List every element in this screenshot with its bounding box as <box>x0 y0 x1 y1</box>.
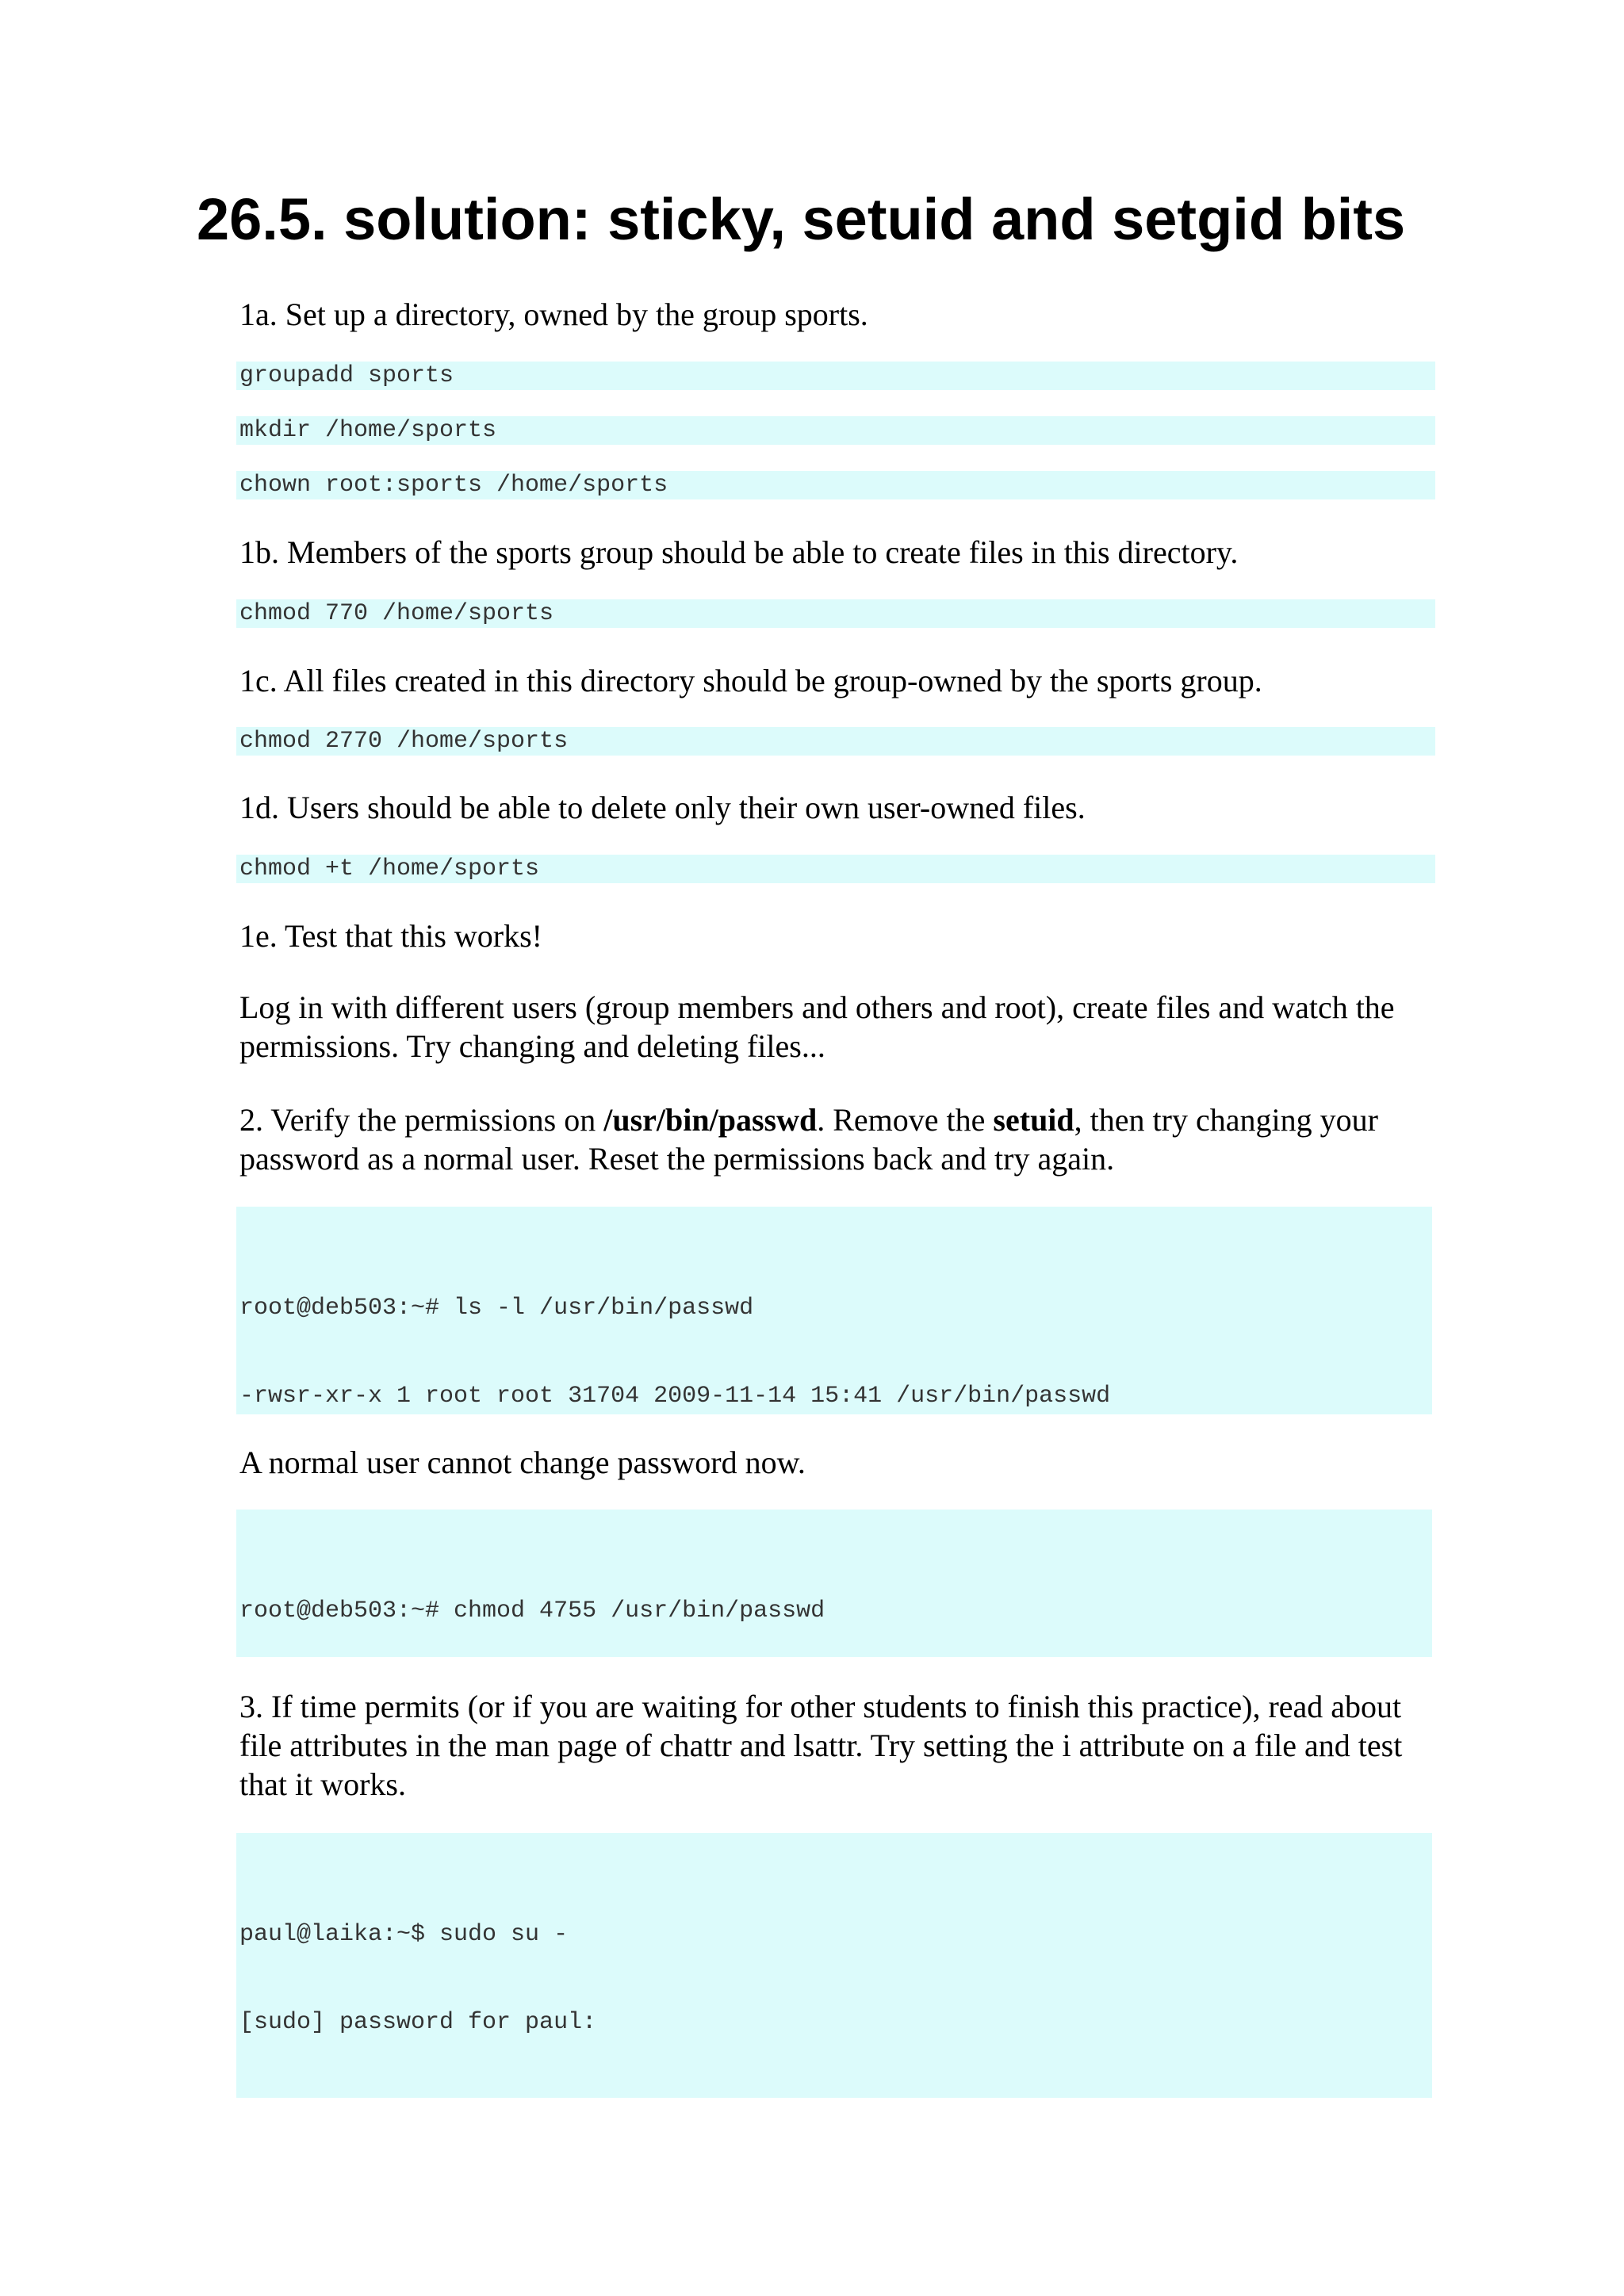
question-2-text: , then try changing your password as a normal user. Reset the permissions back and try again. <box>239 1102 1378 1177</box>
code-block-chattr <box>236 1833 1432 2098</box>
question-2-setuid: setuid <box>993 1102 1074 1138</box>
code-line: groupadd sports <box>236 362 1435 390</box>
question-1e-text: Log in with different users (group members and others and root), create files and watch the permissions. Try changing and deleting files... <box>239 989 1395 1064</box>
question-2-text: 2. Verify the permissions on <box>239 1102 604 1138</box>
code-line: chmod +t /home/sports <box>236 855 1435 883</box>
question-2-text: . Remove the <box>817 1102 994 1138</box>
question-2-path: /usr/bin/passwd <box>603 1102 818 1138</box>
code-block-passwd-1 <box>236 1207 1432 1414</box>
passwd-note: A normal user cannot change password now. <box>239 1445 806 1480</box>
code-block-passwd-2 <box>236 1510 1432 1657</box>
question-1e: 1e. Test that this works! <box>239 918 542 954</box>
code-line: mkdir /home/sports <box>236 416 1435 445</box>
code-line: paul@laika:~$ sudo su - <box>239 1921 569 1948</box>
code-line: chmod 2770 /home/sports <box>236 727 1435 756</box>
question-3: 3. If time permits (or if you are waiting for other students to finish this practice), read about file attributes in the man page of chattr and lsattr. Try setting the i attribute on a file and test that it works. <box>239 1689 1403 1802</box>
code-line: [sudo] password for paul: <box>239 2009 597 2036</box>
code-line: root@deb503:~# chmod 4755 /usr/bin/passwd <box>239 1598 825 1624</box>
question-2 <box>239 1100 1445 1178</box>
question-1a: 1a. Set up a directory, owned by the group sports. <box>239 297 868 332</box>
code-line: chmod 770 /home/sports <box>236 599 1435 628</box>
page-title: 26.5. solution: sticky, setuid and setgid bits <box>197 186 1406 252</box>
code-line <box>239 2096 1432 2098</box>
code-line: chown root:sports /home/sports <box>236 471 1435 499</box>
question-1c: 1c. All files created in this directory should be group-owned by the sports group. <box>239 663 1262 698</box>
code-line: root@deb503:~# ls -l /usr/bin/passwd <box>239 1295 754 1322</box>
question-1d: 1d. Users should be able to delete only their own user-owned files. <box>239 790 1086 825</box>
code-line: -rwsr-xr-x 1 root root 31704 2009-11-14 15:41 /usr/bin/passwd <box>239 1383 1111 1410</box>
question-1b: 1b. Members of the sports group should be able to create files in this directory. <box>239 534 1239 570</box>
